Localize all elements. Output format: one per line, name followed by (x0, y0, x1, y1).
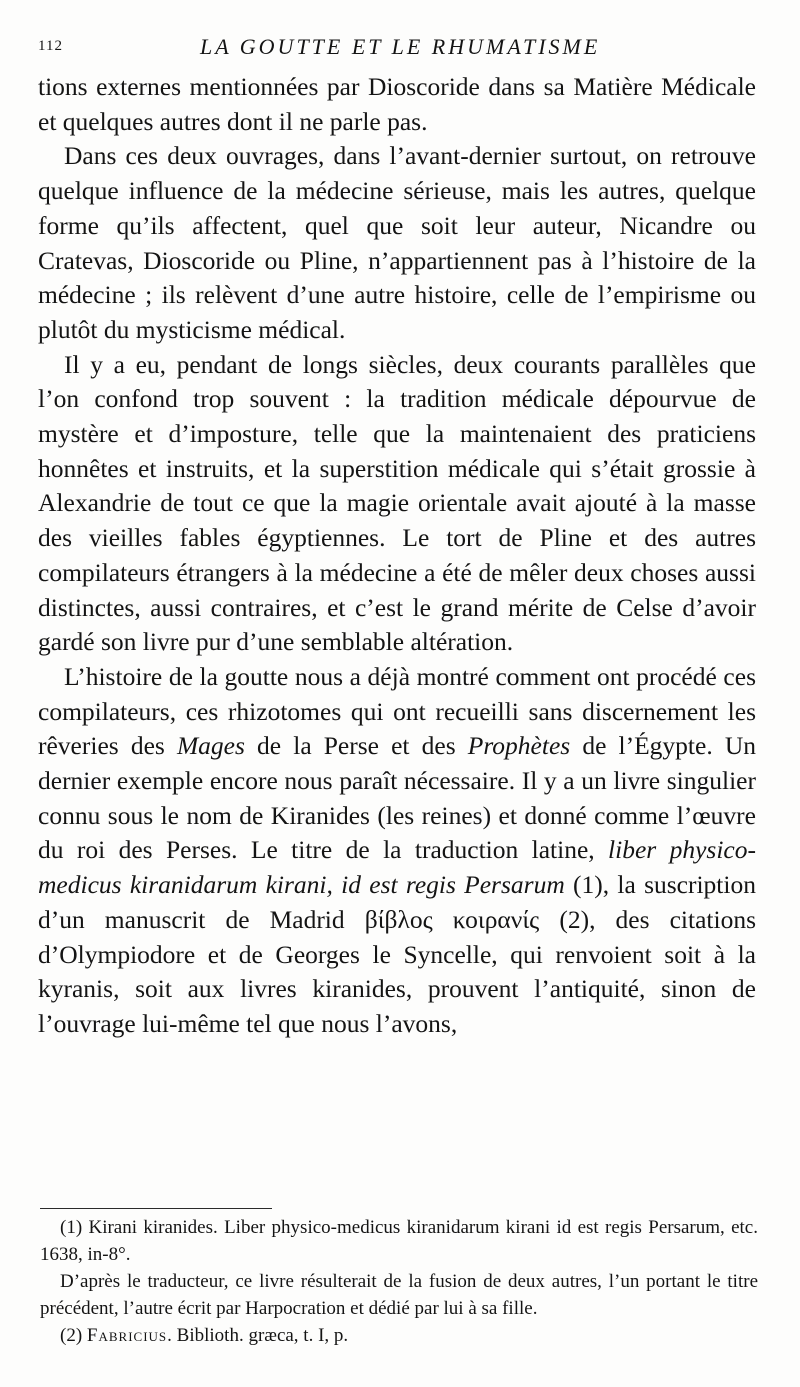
p4-text-b: de la Perse et des (244, 731, 468, 761)
footnote-2-number: (2) (60, 1325, 87, 1346)
paragraph-2: Dans ces deux ouvrages, dans l’avant-dernier surtout, on retrouve quelque influence de la médecine sérieuse, mais les autres, quelque forme qu’ils affectent, quel que soit leur auteur, Nicandre ou Cratevas, Dioscoride ou Pline, n’appartiennent pas à l’histoire de la médecine ; ils relèvent d’une autre histoire, celle de l’empirisme ou plutôt du mysticisme médical. (38, 141, 756, 344)
greek-title: βίβλος κοιρανίς (364, 904, 540, 934)
running-title: LA GOUTTE ET LE RHUMATISME (200, 34, 601, 59)
footnotes (40, 1214, 758, 1349)
page-number: 112 (38, 38, 63, 54)
footnote-1-continued: D’après le traducteur, ce livre résulterait de la fusion de deux autres, l’un portant le titre précédent, l’autre écrit par Harpocration et dédié par lui à sa fille. (40, 1271, 758, 1319)
paragraph-4 (38, 660, 756, 1042)
p4-text-c: de l’Égypte. Un dernier exemple encore nous paraît nécessaire. Il y a un livre singulier connu sous le nom de Kiranides (les reines) et donné comme l’œuvre du roi des Perses. Le titre de la traduction latine, (38, 731, 756, 865)
paragraph-1: tions externes mentionnées par Dioscoride dans sa Matière Médicale et quelques autres dont il ne parle pas. (38, 72, 756, 136)
prophetes-italic: Prophètes (467, 731, 571, 761)
paragraph-3: Il y a eu, pendant de longs siècles, deux courants parallèles que l’on confond trop souvent : la tradition médicale dépourvue de mystère et d’imposture, telle que la maintenaient des praticiens honnêtes et instruits, et la superstition médicale qui s’était grossie à Alexandrie de tout ce que la magie orientale avait ajouté à la masse des vieilles fables égyptiennes. Le tort de Pline et des autres compilateurs étrangers à la médecine a été de mêler deux choses aussi distinctes, aussi contraires, et c’est le grand mérite de Celse d’avoir gardé son livre pur d’une semblable altération. (38, 349, 756, 657)
footnote-2-text: . Biblioth. græca, t. I, p. (167, 1325, 349, 1346)
latin-title-italic: liber physico-medicus kiranidarum kirani, id est regis Persarum (38, 835, 756, 900)
footnote-2-author: Fabricius (86, 1325, 168, 1346)
p4-text-e: (2), des citations d’Olympiodore et de Georges le Syncelle, qui renvoient soit à la kyranis, soit aux livres kiranides, prouvent l’antiquité, sinon de l’ouvrage lui-même tel que nous l’avons, (38, 904, 757, 1038)
main-text (38, 70, 756, 1042)
page-header (38, 34, 758, 64)
footnote-2 (40, 1322, 758, 1349)
p4-text-d: (1), la suscription d’un manuscrit de Madrid (38, 870, 756, 934)
footnote-divider (40, 1208, 272, 1209)
footnote-1: (1) Kirani kiranides. Liber physico-medicus kiranidarum kirani id est regis Persarum, etc. 1638, in-8°. (40, 1217, 758, 1265)
mages-italic: Mages (176, 731, 245, 761)
p4-text-a: L’histoire de la goutte nous a déjà montré comment ont procédé ces compilateurs, ces rhizotomes qui ont recueilli sans discernement les rêveries des (38, 661, 756, 761)
